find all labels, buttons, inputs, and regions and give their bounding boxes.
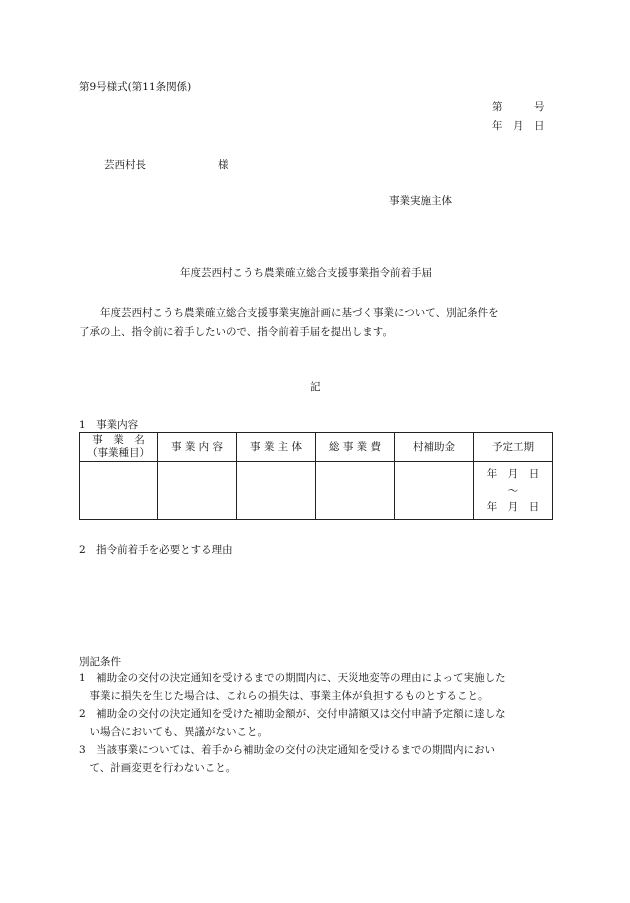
body-line-2: 了承の上、指令前に着手したいので、指令前着手届を提出します。: [79, 326, 393, 338]
project-content-table: [79, 432, 553, 520]
condition-3-line-1: 3 当該事業については、着手から補助金の交付の決定通知を受けるまでの期間内におい: [79, 744, 495, 756]
form-number: 第9号様式(第11条関係): [79, 81, 192, 93]
document-title: 年度芸西村こうち農業確立総合支援事業指令前着手届: [180, 267, 432, 279]
header-village-subsidy: 村補助金: [395, 433, 474, 462]
section-1-label: 1 事業内容: [79, 419, 139, 431]
applicant-label: 事業実施主体: [389, 195, 452, 207]
condition-1-line-2: 事業に損失を生じた場合は、これらの損失は、事業主体が負担するものとすること。: [79, 690, 489, 702]
conditions-heading: 別記条件: [79, 656, 121, 668]
cell-scheduled-period[interactable]: [474, 462, 553, 520]
table-header-row: [80, 433, 553, 462]
section-2-label: 2 指令前着手を必要とする理由: [79, 544, 233, 556]
cell-project-content[interactable]: [158, 462, 237, 520]
ki-heading: 記: [310, 381, 321, 393]
period-end: 年 月 日: [486, 500, 540, 513]
header-total-cost: 総 事 業 費: [316, 433, 395, 462]
condition-2-line-2: い場合においても、異議がないこと。: [79, 726, 268, 738]
period-separator: ～: [507, 484, 519, 497]
addressee-name: 芸西村長: [104, 159, 146, 171]
cell-project-name[interactable]: [80, 462, 158, 520]
condition-1-line-1: 1 補助金の交付の決定通知を受けるまでの期間内に、天災地変等の理由によって実施した: [79, 672, 506, 684]
cell-village-subsidy[interactable]: [395, 462, 474, 520]
condition-item: [79, 669, 559, 777]
header-scheduled-period: 予定工期: [474, 433, 553, 462]
header-project-entity: 事 業 主 体: [237, 433, 316, 462]
body-line-1: 年度芸西村こうち農業確立総合支援事業実施計画に基づく事業について、別記条件を: [100, 307, 499, 319]
document-date: 年 月 日: [492, 120, 545, 132]
condition-2-line-1: 2 補助金の交付の決定通知を受けた補助金額が、交付申請額又は交付申請予定額に達しな: [79, 708, 506, 720]
condition-3-line-2: て、計画変更を行わないこと。: [79, 762, 237, 774]
header-project-content: 事 業 内 容: [158, 433, 237, 462]
cell-project-entity[interactable]: [237, 462, 316, 520]
addressee-suffix: 様: [218, 159, 229, 171]
header-project-name: 事 業 名 （事業種目）: [80, 433, 158, 462]
document-number: 第 号: [492, 101, 545, 113]
period-start: 年 月 日: [486, 467, 540, 480]
table-row: [80, 462, 553, 520]
cell-total-cost[interactable]: [316, 462, 395, 520]
